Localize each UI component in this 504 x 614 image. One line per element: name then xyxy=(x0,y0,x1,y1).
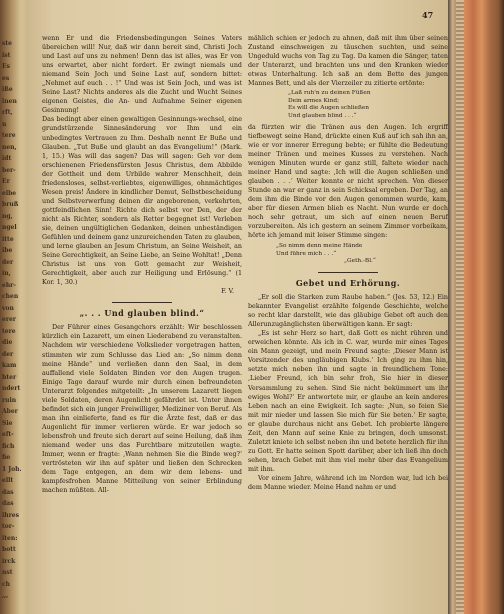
facing-page-text-fragment: ng, xyxy=(2,212,13,220)
facing-page-text-fragment: das xyxy=(2,500,14,507)
facing-page-text-fragment: tere xyxy=(2,327,16,335)
poem-quote-1 xyxy=(248,90,448,120)
facing-page-text-fragment: nen, xyxy=(2,143,17,151)
facing-page-text-fragment: fie xyxy=(2,454,11,461)
poem-line: Es will die Augen schließen xyxy=(288,105,370,112)
left-column xyxy=(42,34,242,495)
facing-page-text-fragment: fich xyxy=(2,442,15,450)
facing-page-text-fragment: Sie xyxy=(2,419,13,427)
poem-line: Dein armes Kind; xyxy=(288,97,340,104)
facing-page-text-fragment: iten: xyxy=(2,534,18,542)
facing-page-text-fragment: erer xyxy=(2,316,16,323)
section-heading-gebet: Gebet und Erhörung. xyxy=(295,278,401,289)
facing-page-text-fragment: chen xyxy=(2,293,19,300)
facing-page-text-fragment: ch xyxy=(2,580,11,588)
facing-page-text-fragment: ist xyxy=(2,51,11,59)
facing-page-text-fragment: Er xyxy=(2,178,10,185)
page-number: 47 xyxy=(422,10,434,20)
facing-page-text-fragment: von xyxy=(2,304,14,312)
facing-page-text-fragment: in, xyxy=(2,270,11,277)
facing-page-text-fragment: Aber xyxy=(2,408,18,415)
poem-line: „So nimm denn meine Hände xyxy=(276,243,363,250)
facing-page-text-fragment: n xyxy=(2,120,7,128)
book-page xyxy=(28,0,450,614)
right-column xyxy=(248,34,448,492)
section-divider xyxy=(318,272,378,273)
left-paragraph-3: Der Führer eines Gesangchors erzählt: Wir beschlossen kürzlich ein Lazarett, um einen Liederabend zu veranstalten. Nachdem wir verschiedene Volkslieder vorgetragen hatten, stimmten wir zum Schlusse das Lied an: „So nimm denn meine Hände“ und verließen dann den Saal, in dem auffallend viele Soldaten Binden vor den Augen trugen. Einige Tage darauf wurde mir durch einen befreundeten Unterarzt folgendes mitgeteilt: „In unserem Lazarett liegen viele Soldaten, deren Augenlicht gefährdet ist. Unter ihnen befindet sich ein junger Freiwilliger, Mediziner von Beruf. Als man ihn einlieferte, fand es für die Ärzte fest, daß er das Augenlicht für immer verlieren würde. Er war jedoch so lebensfroh und freute sich derart auf seine Heilung, daß ihm niemand weder uns das Furchtbare mitzuteilen wagte. Immer, wenn er fragte: ‚Wann nehmen Sie die Binde weg?‘ vertrösteten wir ihn auf später und ließen den Schrecken dem Tage entgegen, an dem wir dem lebens- und kampfesfrohen Manne Mitteilung von seiner Erblindung machen müßten. All- xyxy=(42,324,242,495)
facing-page-text-fragment: tere xyxy=(2,132,16,139)
poem-quote-2 xyxy=(248,243,448,266)
right-paragraph-1: mählich schien er jedoch zu ahnen, daß mit ihm über seinen Zustand einschweigen zu täuschen suchten, und seine Ungeduld wuchs von Tag zu Tag. Da kamen die Sänger, taten der Unterarzt, und brachten uns und den Kranken wieder etwas Unterhaltung. Ich saß an dem Bette des jungen Mannes Bett, und als der Vierzeiler zu zitierte ertönte: xyxy=(248,35,448,88)
book-binding-edge xyxy=(448,0,504,614)
facing-page-text-fragment: 1 Joh. xyxy=(2,465,22,473)
right-paragraph-4: „Es ist sehr Herz so hart, daß Gott es nicht rühren und erweichen könnte. Als ich in C. war, wurde mir eines Tages ein Mann gezeigt, und mein Freund sagte: ‚Dieser Mann ist Vorsitzender des ungläubigen Klubs.‘ Ich ging zu ihm hin, setzte mich neben ihn und sagte in freundlichem Tone: ‚Lieber Freund, ich bin sehr froh, Sie hier in dieser Versammlung zu sehen. Sind Sie nicht bekümmert um ihr ewiges Wohl?‘ Er antwortete mir, er glaube an kein anderes Leben nach an eine Ewigkeit. Ich sagte: ‚Nun, so feien Sie mit mir nieder und lassen Sie mich für Sie beten.‘ Er sagte, er glaube durchaus nicht ans Gebet. Ich probierte längere Zeit, den Mann auf seine Knie zu bringen, doch umsonst. Zuletzt kniete ich selbst neben ihn und betete herzlich für ihn zu Gott. Er hatte seinen Spott darüber, aber ich ließ ihn doch sehen, brach Gebet mit ihm viel mehr über das Evangelium mit ihm. xyxy=(248,330,448,473)
facing-page-text-fragment: ndert xyxy=(2,385,21,392)
facing-page-text-fragment: inen xyxy=(2,97,17,105)
facing-page-text-fragment: ehr- xyxy=(2,281,16,289)
left-paragraph-2: Das bedingt aber einen gewaltigen Gesinnungs-wechsel, eine grundstürzende Sinnesänderung vor Ihm und ein unbedingtes Vertrauen zu Ihm. Deshalb nennt Er Buße und Glauben. „Tut Buße und glaubt an das Evangelium!“ (Mark. 1, 15.) Was will das sagen? Das will sagen: Geh vor dem erschienenen Friedensfürsten Jesus Christus, dem Abbilde der Gottheit und dem Urbilde wahrer Menschheit, dein friedensloses, selbst-verliebtes, eigenwilliges, ohnmächtiges Wesen preis! Ändere in kindlicher Demut, Selbstbescheidung und Selbstverwerfung deinen dir angeborenen, verkehrten, gottfeindlichen Sinn! Richte dich selbst vor Den, der der nicht als Richter, sondern als Retter begegnet ist! Verleben sie, deinen ungültiglichen Gedanken, deinen unbeständigen Gefühlen und deinem ganz unzureichenden Taten zu glauben, und lerne glauben an Jesum Christum, an Seine Weisheit, an Seine Gerechtigkeit, an Seine Liebe, an Seine Wohltat! „Denn Christus ist uns von Gott gemacht zur Weisheit, Gerechtigkeit, aber auch zur Heiligung und Erlösung.“ (1 Kor. 1, 30.) xyxy=(42,116,242,287)
poem-line: Und glauben blind . . .“ xyxy=(288,113,357,120)
facing-page-text-fragment: irck xyxy=(2,557,16,565)
facing-page-text-fragment: ,,, xyxy=(2,592,9,599)
facing-page-text-fragment: der xyxy=(2,258,14,266)
poem-line: Und führe mich . . .“ xyxy=(276,250,337,257)
section-divider xyxy=(112,302,172,303)
facing-page-text-fragment: ellt xyxy=(2,477,14,484)
facing-page-text-fragment: eft- xyxy=(2,431,14,438)
facing-page-text-fragment: tor- xyxy=(2,523,15,530)
facing-page-text-fragment: idt xyxy=(2,155,12,162)
facing-page-text-fragment: ste xyxy=(2,40,12,47)
page-block-edge xyxy=(456,0,464,614)
facing-page-text-fragment: itte xyxy=(2,235,14,243)
poem-line: „Laß ruh'n zu deinen Füßen xyxy=(288,90,371,97)
facing-page-text-fragment: ngel xyxy=(2,224,17,231)
right-paragraph-2: da fürzten wir die Tränen aus den Augen. Ich ergriff tiefbewegt seine Hand, drückte einen Kuß auf ich sah ihn an, wie er vor innerer Erregung bebte; er fühlte die Bedeutung meiner Tränen und meines Kusses zu verstehen. Nach wenigen Minuten wurde er ganz still, faltete wieder nach meiner Hand und sagte: ‚Ich will die Augen schließen und glauben . . .‘ Weiter konnte er nicht sprechen. Von dieser Stunde an war er ganz in sein Schicksal ergeben. Der Tag, an dem ihm die Binde vor den Augen genommen wurde, kam, aber für diesen Armen blieb es Nacht. Nun wurde er doch noch sehr getraut, um sich auf einen neuen Beruf vorzubereiten. Als ich gestern an seinem Zimmer vorbeikam, hörte ich jemand mit leiser Stimme singen: xyxy=(248,123,448,240)
section-heading-glauben-blind: „. . . Und glauben blind.“ xyxy=(79,308,205,319)
facing-page-text-fragment: bruß xyxy=(2,201,19,208)
left-paragraph-1: wenn Er und die Friedensbedingungen Seines Vaters übereichen will! Nur, daß wir dann bereit sind, Christi Joch und Last auf uns zu nehmen! Denn das ist alles, was Er von uns erwartet, aber nicht fordert. Er zwingt niemals und niemand Sein Joch und Seine Last auf, sondern bittet: „Nehmet auf euch . . !“ Und was ist Sein Joch, und was ist Seine Last? Nichts anderes als die Zucht und Wucht Seines eigenen Geistes, die An- und Aufnahme Seiner eigenen Gesinnung! xyxy=(42,35,242,115)
facing-page-text-fragment: der xyxy=(2,350,14,358)
facing-page-text-fragment: iße xyxy=(2,86,13,93)
article-signature: F. V. xyxy=(221,288,234,296)
right-paragraph-3: „Er soll die Starken zum Raube haben.“ (Jes. 53, 12.) Ein bekannter Evangelist erzählte folgende Geschichte, welche so recht klar darstellt, wie das gläubige Gebet oft auch den Allerunzugänglichsten überwältigen kann. Er sagt: xyxy=(248,294,448,329)
facing-page-text-fragment: das xyxy=(2,488,14,496)
facing-page-text-fragment: ber- xyxy=(2,166,16,174)
poem-attribution: „Geth.-Bl.“ xyxy=(344,258,376,265)
right-paragraph-5: Vor einem Jahre, während ich im Norden war, lud ich bei dem Manne wieder. Meine Hand nahm er und xyxy=(248,474,448,492)
facing-page-text-fragment: die xyxy=(2,339,13,346)
facing-page-text-fragment: Es xyxy=(2,63,10,70)
facing-page-text-fragment: kam xyxy=(2,362,17,369)
facing-page-text-fragment: es xyxy=(2,74,10,82)
facing-page-text-fragment: ruin xyxy=(2,396,17,404)
facing-page-text-fragment: hter xyxy=(2,373,17,381)
facing-page-text-fragment: ibe xyxy=(2,247,13,254)
facing-page-edge xyxy=(0,0,30,614)
facing-page-text-fragment: bott xyxy=(2,546,16,553)
facing-page-text-fragment: rft, xyxy=(2,109,13,116)
facing-page-text-fragment: elbe xyxy=(2,189,17,197)
facing-page-text-fragment: nst xyxy=(2,569,13,576)
facing-page-text-fragment: ihres xyxy=(2,511,19,519)
